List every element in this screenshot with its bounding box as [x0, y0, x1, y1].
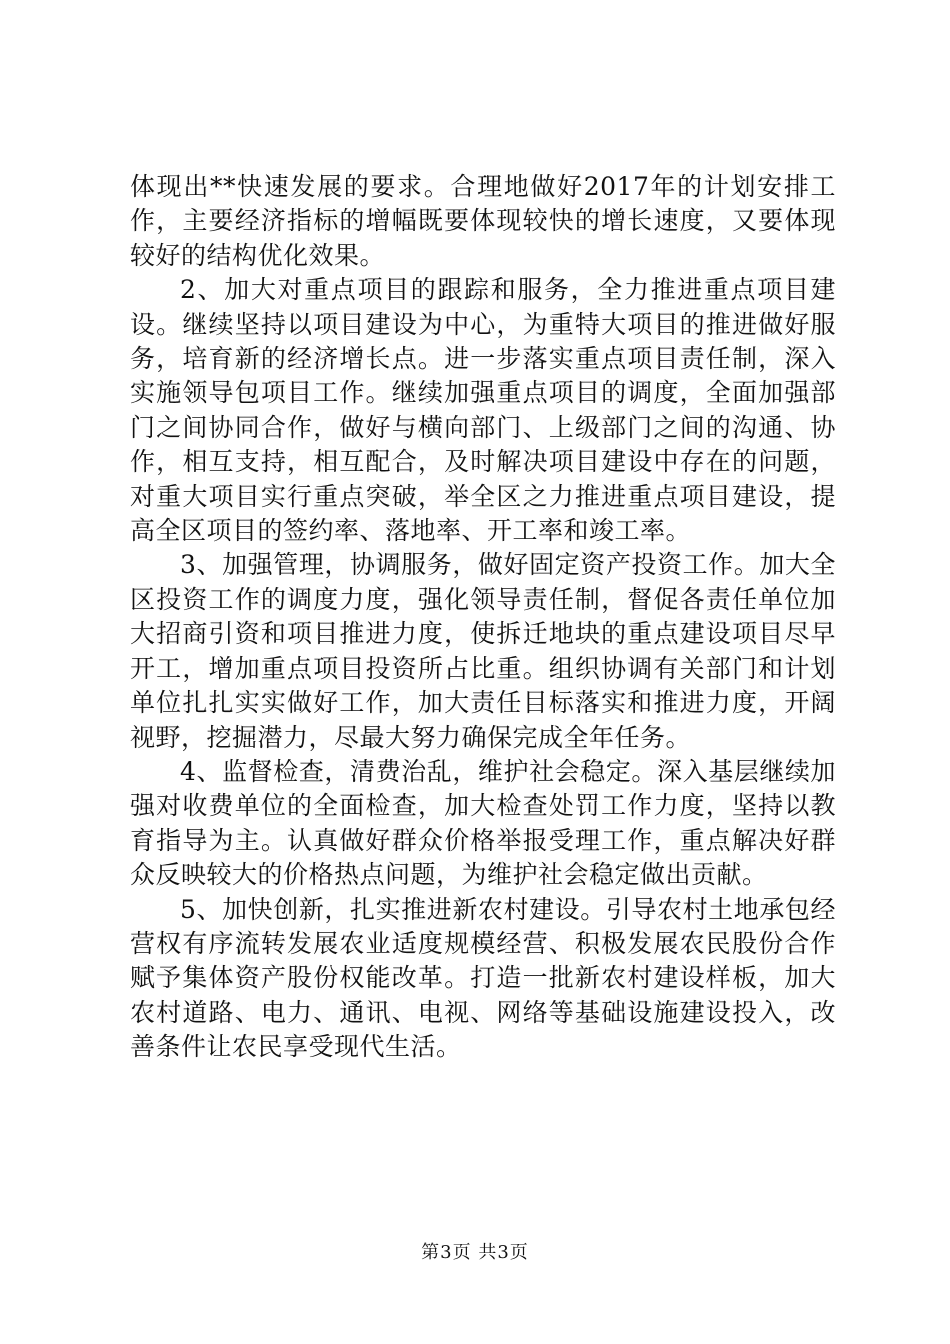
- paragraph-item-5: 5、加快创新，扎实推进新农村建设。引导农村土地承包经营权有序流转发展农业适度规模经营、积极发展农民股份合作赋予集体资产股份权能改革。打造一批新农村建设样板，加大农村道路、电力、通讯、电视、网络等基础设施建设投入，改善条件让农民享受现代生活。: [130, 894, 836, 1062]
- paragraph-item-2: 2、加大对重点项目的跟踪和服务，全力推进重点项目建设。继续坚持以项目建设为中心，为重特大项目的推进做好服务，培育新的经济增长点。进一步落实重点项目责任制，深入实施领导包项目工作。继续加强重点项目的调度，全面加强部门之间协同合作，做好与横向部门、上级部门之间的沟通、协作，相互支持，相互配合，及时解决项目建设中存在的问题，对重大项目实行重点突破，举全区之力推进重点项目建设，提高全区项目的签约率、落地率、开工率和竣工率。: [130, 275, 836, 546]
- paragraph-continuation: 体现出**快速发展的要求。合理地做好2017年的计划安排工作，主要经济指标的增幅既要体现较快的增长速度，又要体现较好的结构优化效果。: [130, 172, 836, 270]
- page-number: 第3页 共3页: [421, 1242, 529, 1263]
- page-footer: [0, 1241, 950, 1265]
- paragraph-item-3: 3、加强管理，协调服务，做好固定资产投资工作。加大全区投资工作的调度力度，强化领导责任制，督促各责任单位加大招商引资和项目推进力度，使拆迁地块的重点建设项目尽早开工，增加重点项目投资所占比重。组织协调有关部门和计划单位扎扎实实做好工作，加大责任目标落实和推进力度，开阔视野，挖掘潜力，尽最大努力确保完成全年任务。: [130, 550, 836, 752]
- paragraph-item-4: 4、监督检查，清费治乱，维护社会稳定。深入基层继续加强对收费单位的全面检查，加大检查处罚工作力度，坚持以教育指导为主。认真做好群众价格举报受理工作，重点解决好群众反映较大的价格热点问题，为维护社会稳定做出贡献。: [130, 756, 836, 890]
- document-body: [130, 170, 836, 1065]
